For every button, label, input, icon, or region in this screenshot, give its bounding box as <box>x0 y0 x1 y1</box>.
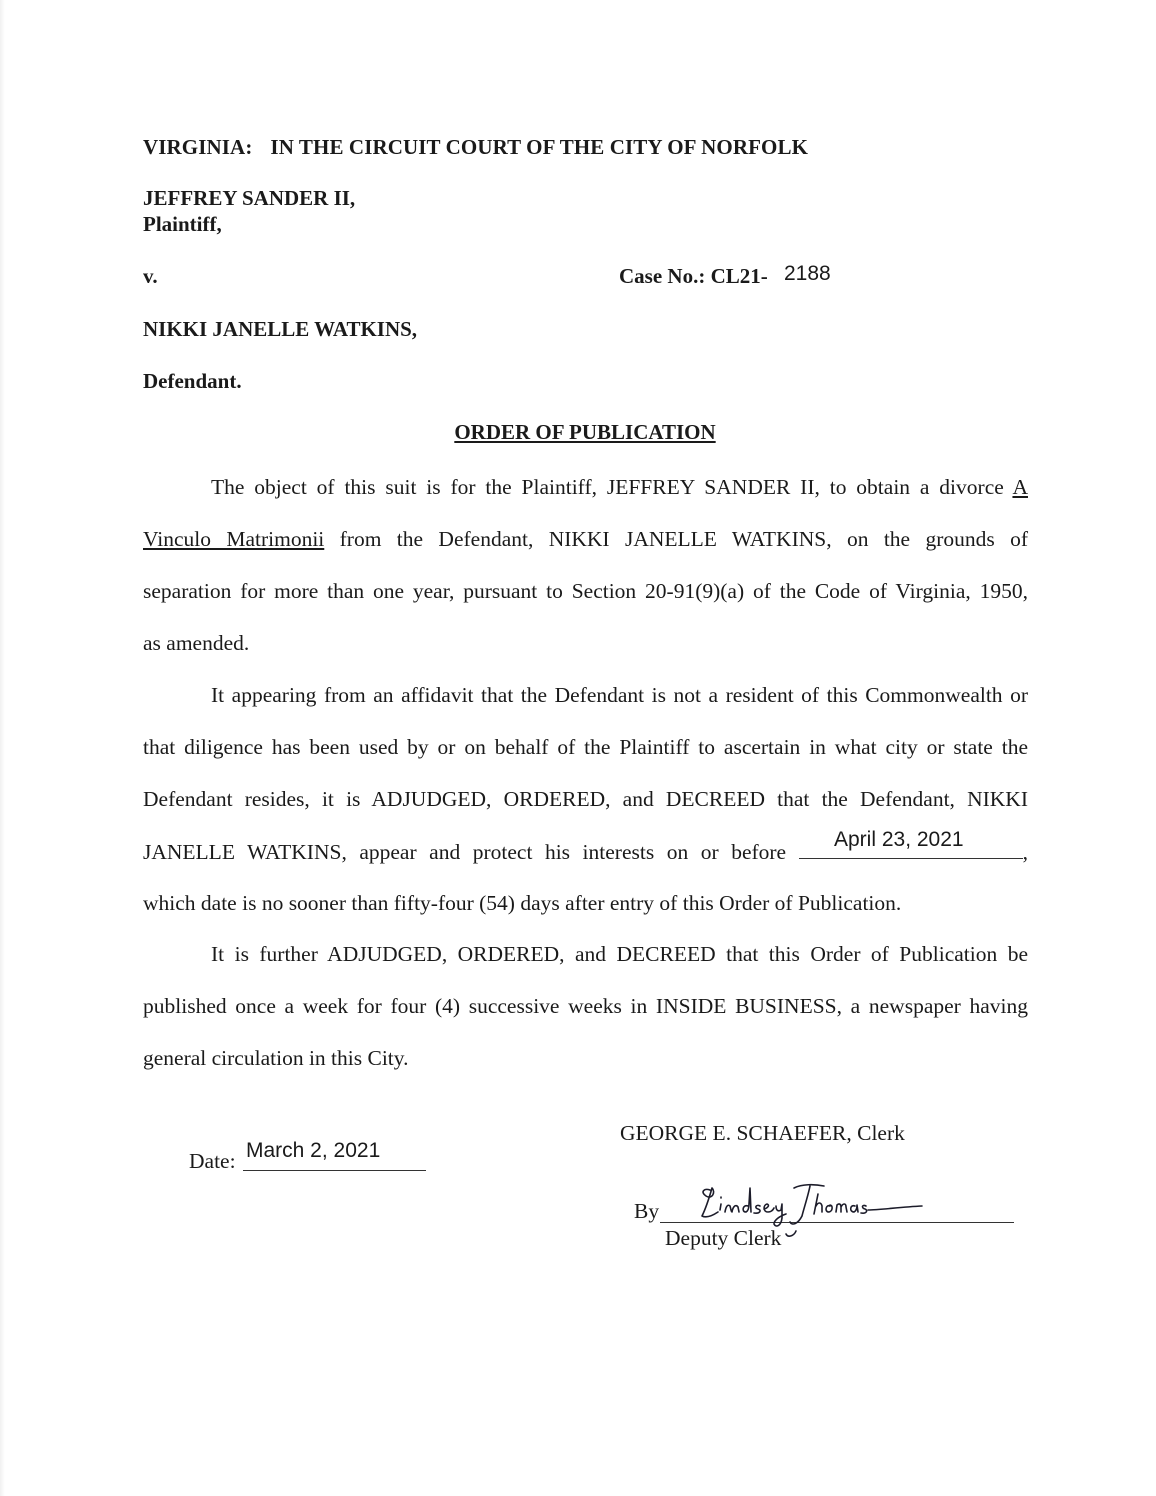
paragraph2-line4-text: JANELLE WATKINS, appear and protect his interests on or before <box>143 840 787 864</box>
deputy-clerk-signature <box>690 1174 930 1254</box>
defendant-role: Defendant. <box>143 369 242 393</box>
clerk-name: GEORGE E. SCHAEFER, Clerk <box>620 1121 905 1145</box>
versus-label: v. <box>143 264 158 288</box>
paragraph1-line2-underlined: Vinculo Matrimonii <box>143 527 325 551</box>
date-label: Date: <box>189 1149 236 1173</box>
date-value: March 2, 2021 <box>246 1139 381 1162</box>
paragraph3-line1: It is further ADJUDGED, ORDERED, and DECREED that this Order of Publication be <box>211 942 1028 966</box>
paragraph2-line3: Defendant resides, it is ADJUDGED, ORDERED, and DECREED that the Defendant, NIKKI <box>143 787 1028 811</box>
heading-court: IN THE CIRCUIT COURT OF THE CITY OF NORFOLK <box>270 135 809 159</box>
case-number-label: Case No.: CL21- <box>619 264 768 288</box>
paragraph2-line1: It appearing from an affidavit that the Defendant is not a resident of this Commonwealth or <box>211 683 1028 707</box>
court-heading <box>143 135 808 160</box>
heading-state: VIRGINIA: <box>143 135 253 159</box>
paragraph1-line2-text: from the Defendant, NIKKI JANELLE WATKINS, on the grounds of <box>339 527 1028 551</box>
deputy-clerk-label: Deputy Clerk <box>665 1226 782 1250</box>
order-title: ORDER OF PUBLICATION <box>454 420 716 444</box>
paragraph1-line4: as amended. <box>143 631 250 655</box>
paragraph1-line3: separation for more than one year, pursuant to Section 20-91(9)(a) of the Code of Virginia, 1950, <box>143 579 1028 603</box>
paragraph1-line1-text: The object of this suit is for the Plaintiff, JEFFREY SANDER II, to obtain a divorce <box>211 475 1004 499</box>
date-underline <box>243 1170 426 1171</box>
defendant-name: NIKKI JANELLE WATKINS, <box>143 317 418 341</box>
paragraph2-line4-end: , <box>1022 840 1029 864</box>
paragraph1-line2 <box>143 526 1028 552</box>
paragraph3-line3: general circulation in this City. <box>143 1046 409 1070</box>
by-label: By <box>634 1199 660 1223</box>
plaintiff-name: JEFFREY SANDER II, <box>143 186 356 210</box>
plaintiff-role: Plaintiff, <box>143 212 222 236</box>
scan-edge-shadow <box>0 0 5 1496</box>
appearance-date-value: April 23, 2021 <box>834 828 964 851</box>
paragraph1-line1-underlined: A <box>1012 475 1028 499</box>
paragraph1-line1 <box>143 474 1028 500</box>
paragraph2-line2: that diligence has been used by or on behalf of the Plaintiff to ascertain in what city or state the <box>143 735 1028 759</box>
paragraph2-line5: which date is no sooner than fifty-four (54) days after entry of this Order of Publication. <box>143 891 902 915</box>
case-number-value: 2188 <box>784 262 831 285</box>
paragraph3-line2: published once a week for four (4) successive weeks in INSIDE BUSINESS, a newspaper having <box>143 994 1028 1018</box>
